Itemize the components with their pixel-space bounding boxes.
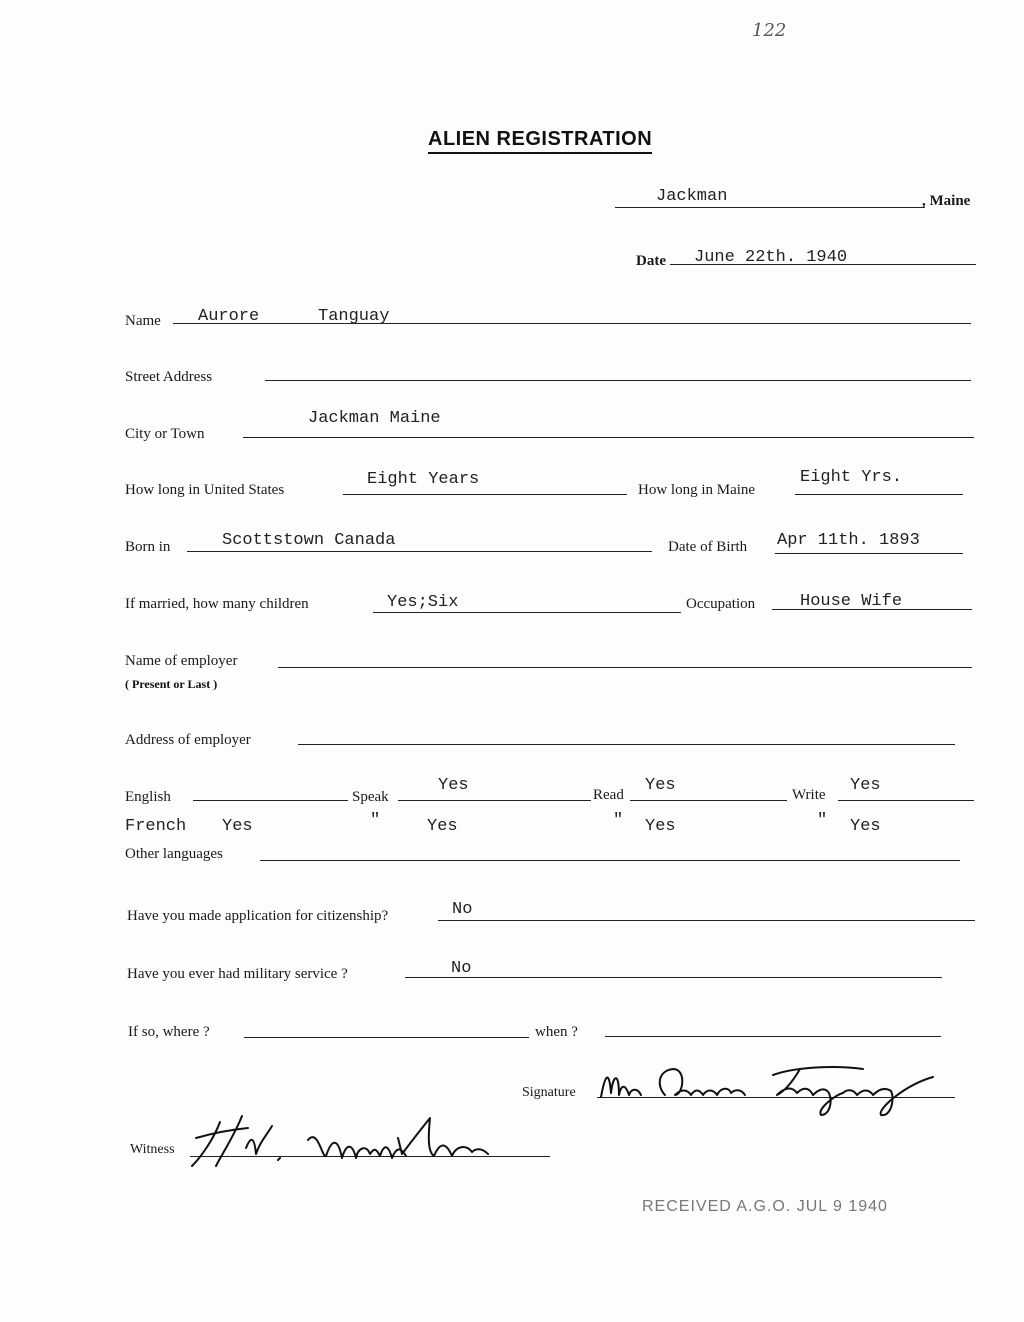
name-last-value: Tanguay: [318, 307, 390, 326]
read-label: Read: [593, 787, 624, 803]
french-value: Yes: [222, 817, 253, 836]
name-label: Name: [125, 313, 161, 329]
maine-duration-value: Eight Yrs.: [800, 468, 903, 487]
maine-duration-label: How long in Maine: [638, 482, 756, 498]
english-read-value: Yes: [645, 776, 676, 795]
street-address-line: [265, 380, 971, 381]
french-read-ditto: ": [613, 811, 624, 830]
us-duration-value: Eight Years: [367, 470, 480, 489]
date-label: Date: [636, 253, 666, 269]
received-stamp: RECEIVED A.G.O. JUL 9 1940: [642, 1198, 888, 1215]
when-line: [605, 1036, 941, 1037]
read-line: [630, 800, 787, 801]
form-title: ALIEN REGISTRATION: [428, 128, 652, 154]
english-label: English: [125, 789, 171, 805]
employer-label: Name of employer: [125, 653, 238, 669]
employer-line: [278, 667, 972, 668]
citizenship-value: No: [452, 900, 473, 919]
name-line: [173, 323, 971, 324]
town-line: [615, 207, 925, 208]
occupation-value: House Wife: [800, 592, 903, 611]
maine-duration-line: [795, 494, 963, 495]
signature-handwriting: [595, 1055, 955, 1125]
occupation-line: [772, 609, 972, 610]
english-speak-value: Yes: [438, 776, 469, 795]
witness-label: Witness: [130, 1142, 175, 1157]
write-label: Write: [792, 787, 826, 803]
write-line: [838, 800, 974, 801]
occupation-label: Occupation: [686, 596, 756, 612]
french-speak-value: Yes: [427, 817, 458, 836]
other-languages-label: Other languages: [125, 846, 223, 862]
us-duration-label: How long in United States: [125, 482, 285, 498]
witness-handwriting: [190, 1108, 510, 1173]
state-label: , Maine: [922, 193, 971, 209]
city-line: [243, 437, 974, 438]
dob-line: [775, 553, 963, 554]
citizenship-label: Have you made application for citizenship?: [127, 908, 389, 924]
speak-label: Speak: [352, 789, 389, 805]
dob-value: Apr 11th. 1893: [777, 531, 920, 550]
children-label: If married, how many children: [125, 596, 309, 612]
employer-sublabel: ( Present or Last ): [125, 677, 218, 691]
english-write-value: Yes: [850, 776, 881, 795]
town-value: Jackman: [656, 187, 728, 206]
born-in-label: Born in: [125, 539, 171, 555]
born-in-value: Scottstown Canada: [222, 531, 396, 550]
city-value: Jackman Maine: [308, 409, 441, 428]
employer-address-line: [298, 744, 955, 745]
where-line: [244, 1037, 529, 1038]
french-name: French: [125, 817, 187, 836]
name-first-value: Aurore: [198, 307, 260, 326]
english-line: [193, 800, 348, 801]
french-write-value: Yes: [850, 817, 881, 836]
other-languages-line: [260, 860, 960, 861]
date-value: June 22th. 1940: [694, 248, 848, 267]
french-read-value: Yes: [645, 817, 676, 836]
military-line: [405, 977, 942, 978]
children-line: [373, 612, 681, 613]
french-write-ditto: ": [817, 811, 828, 830]
when-label: when ?: [535, 1024, 578, 1040]
citizenship-line: [438, 920, 975, 921]
page-number: 122: [752, 20, 787, 41]
children-value: Yes;Six: [387, 593, 459, 612]
us-duration-line: [343, 494, 627, 495]
city-label: City or Town: [125, 426, 205, 442]
signature-label: Signature: [522, 1085, 576, 1100]
street-address-label: Street Address: [125, 369, 213, 385]
dob-label: Date of Birth: [668, 539, 748, 555]
employer-address-label: Address of employer: [125, 732, 251, 748]
military-value: No: [451, 959, 472, 978]
french-speak-ditto: ": [370, 811, 381, 830]
born-in-line: [187, 551, 652, 552]
military-label: Have you ever had military service ?: [127, 966, 348, 982]
date-line: [670, 264, 976, 265]
speak-line: [398, 800, 591, 801]
where-label: If so, where ?: [128, 1024, 210, 1040]
